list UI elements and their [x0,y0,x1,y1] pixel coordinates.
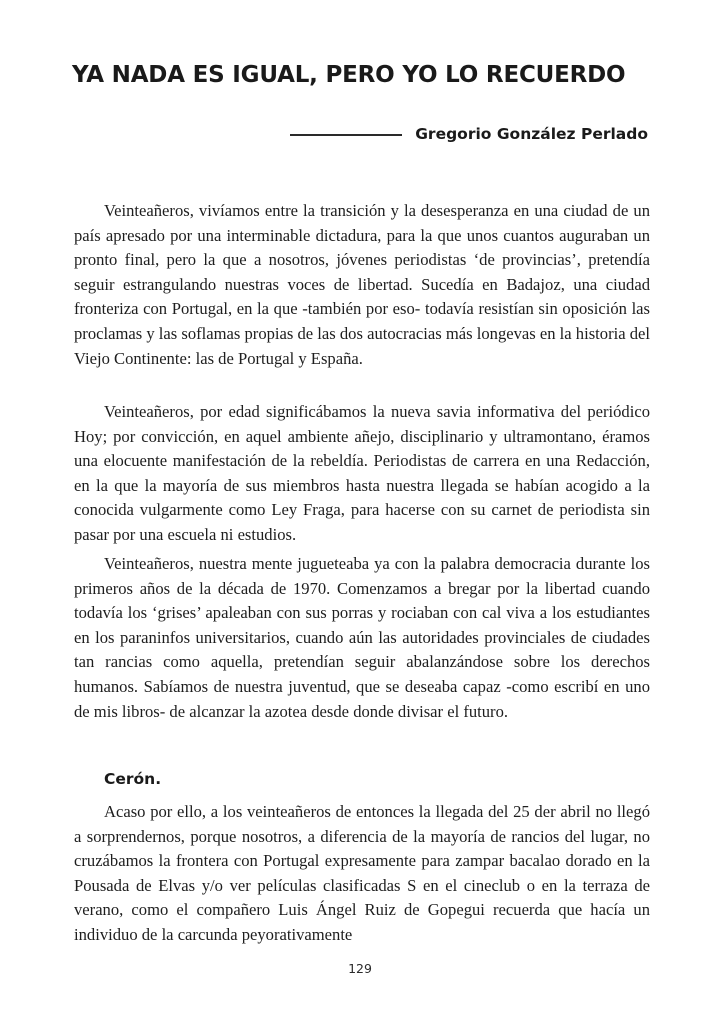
byline-rule [290,134,402,136]
paragraph-2: Veinteañeros, por edad significábamos la nueva savia informativa del periódico Hoy; por convicción, en aquel ambiente añejo, disciplinario y ultramontano, éramos una elocuente manifestación de la rebeldía. Periodistas de carrera en una Redacción, en la que la mayoría de sus miembros hasta nuestra llegada se habían acogido a la conocida vulgarmente como Ley Fraga, para hacerse con su carnet de periodista sin pasar por una escuela ni estudios. [74,402,650,544]
article-title: YA NADA ES IGUAL, PERO YO LO RECUERDO [72,62,626,88]
section-paragraph: Acaso por ello, a los veinteañeros de entonces la llegada del 25 der abril no llegó a sorprendernos, porque nosotros, a diferencia de la mayoría de rancios del lugar, no cruzábamos la frontera con Portugal expresamente para zampar bacalao dorado en la Pousada de Elvas y/o ver películas clasificadas S en el cineclub o en la terraza de verano, como el compañero Luis Ángel Ruiz de Gopegui recuerda que hacía un individuo de la carcunda peyorativamente [74,802,650,944]
author-name: Gregorio González Perlado [415,125,648,143]
section-heading: Cerón. [104,770,162,788]
paragraph-1: Veinteañeros, vivíamos entre la transición y la desesperanza en una ciudad de un país apresado por una interminable dictadura, para la que unos cuantos auguraban un pronto final, pero la que a nosotros, jóvenes periodistas ‘de provincias’, pretendía seguir estrangulando nuestras voces de libertad. Sucedía en Badajoz, una ciudad fronteriza con Portugal, en la que -también por eso- todavía resistían sin oposición las proclamas y las soflamas propias de las dos autocracias más longevas en la historia del Viejo Continente: las de Portugal y España. [74,201,651,368]
paragraph-3: Veinteañeros, nuestra mente jugueteaba ya con la palabra democracia durante los primeros años de la década de 1970. Comenzamos a bregar por la libertad cuando todavía los ‘grises’ apaleaban con sus porras y rociaban con cal viva a los estudiantes en los paraninfos universitarios, cuando aún las autoridades provinciales de ciudades tan rancias como aquella, pretendían seguir abalanzándose sobre los derechos humanos. Sabíamos de nuestra juventud, que se deseaba capaz -como escribí en uno de mis libros- de alcanzar la azotea desde donde divisar el futuro. [74,554,650,721]
byline [290,125,648,147]
page-number: 129 [348,961,372,976]
